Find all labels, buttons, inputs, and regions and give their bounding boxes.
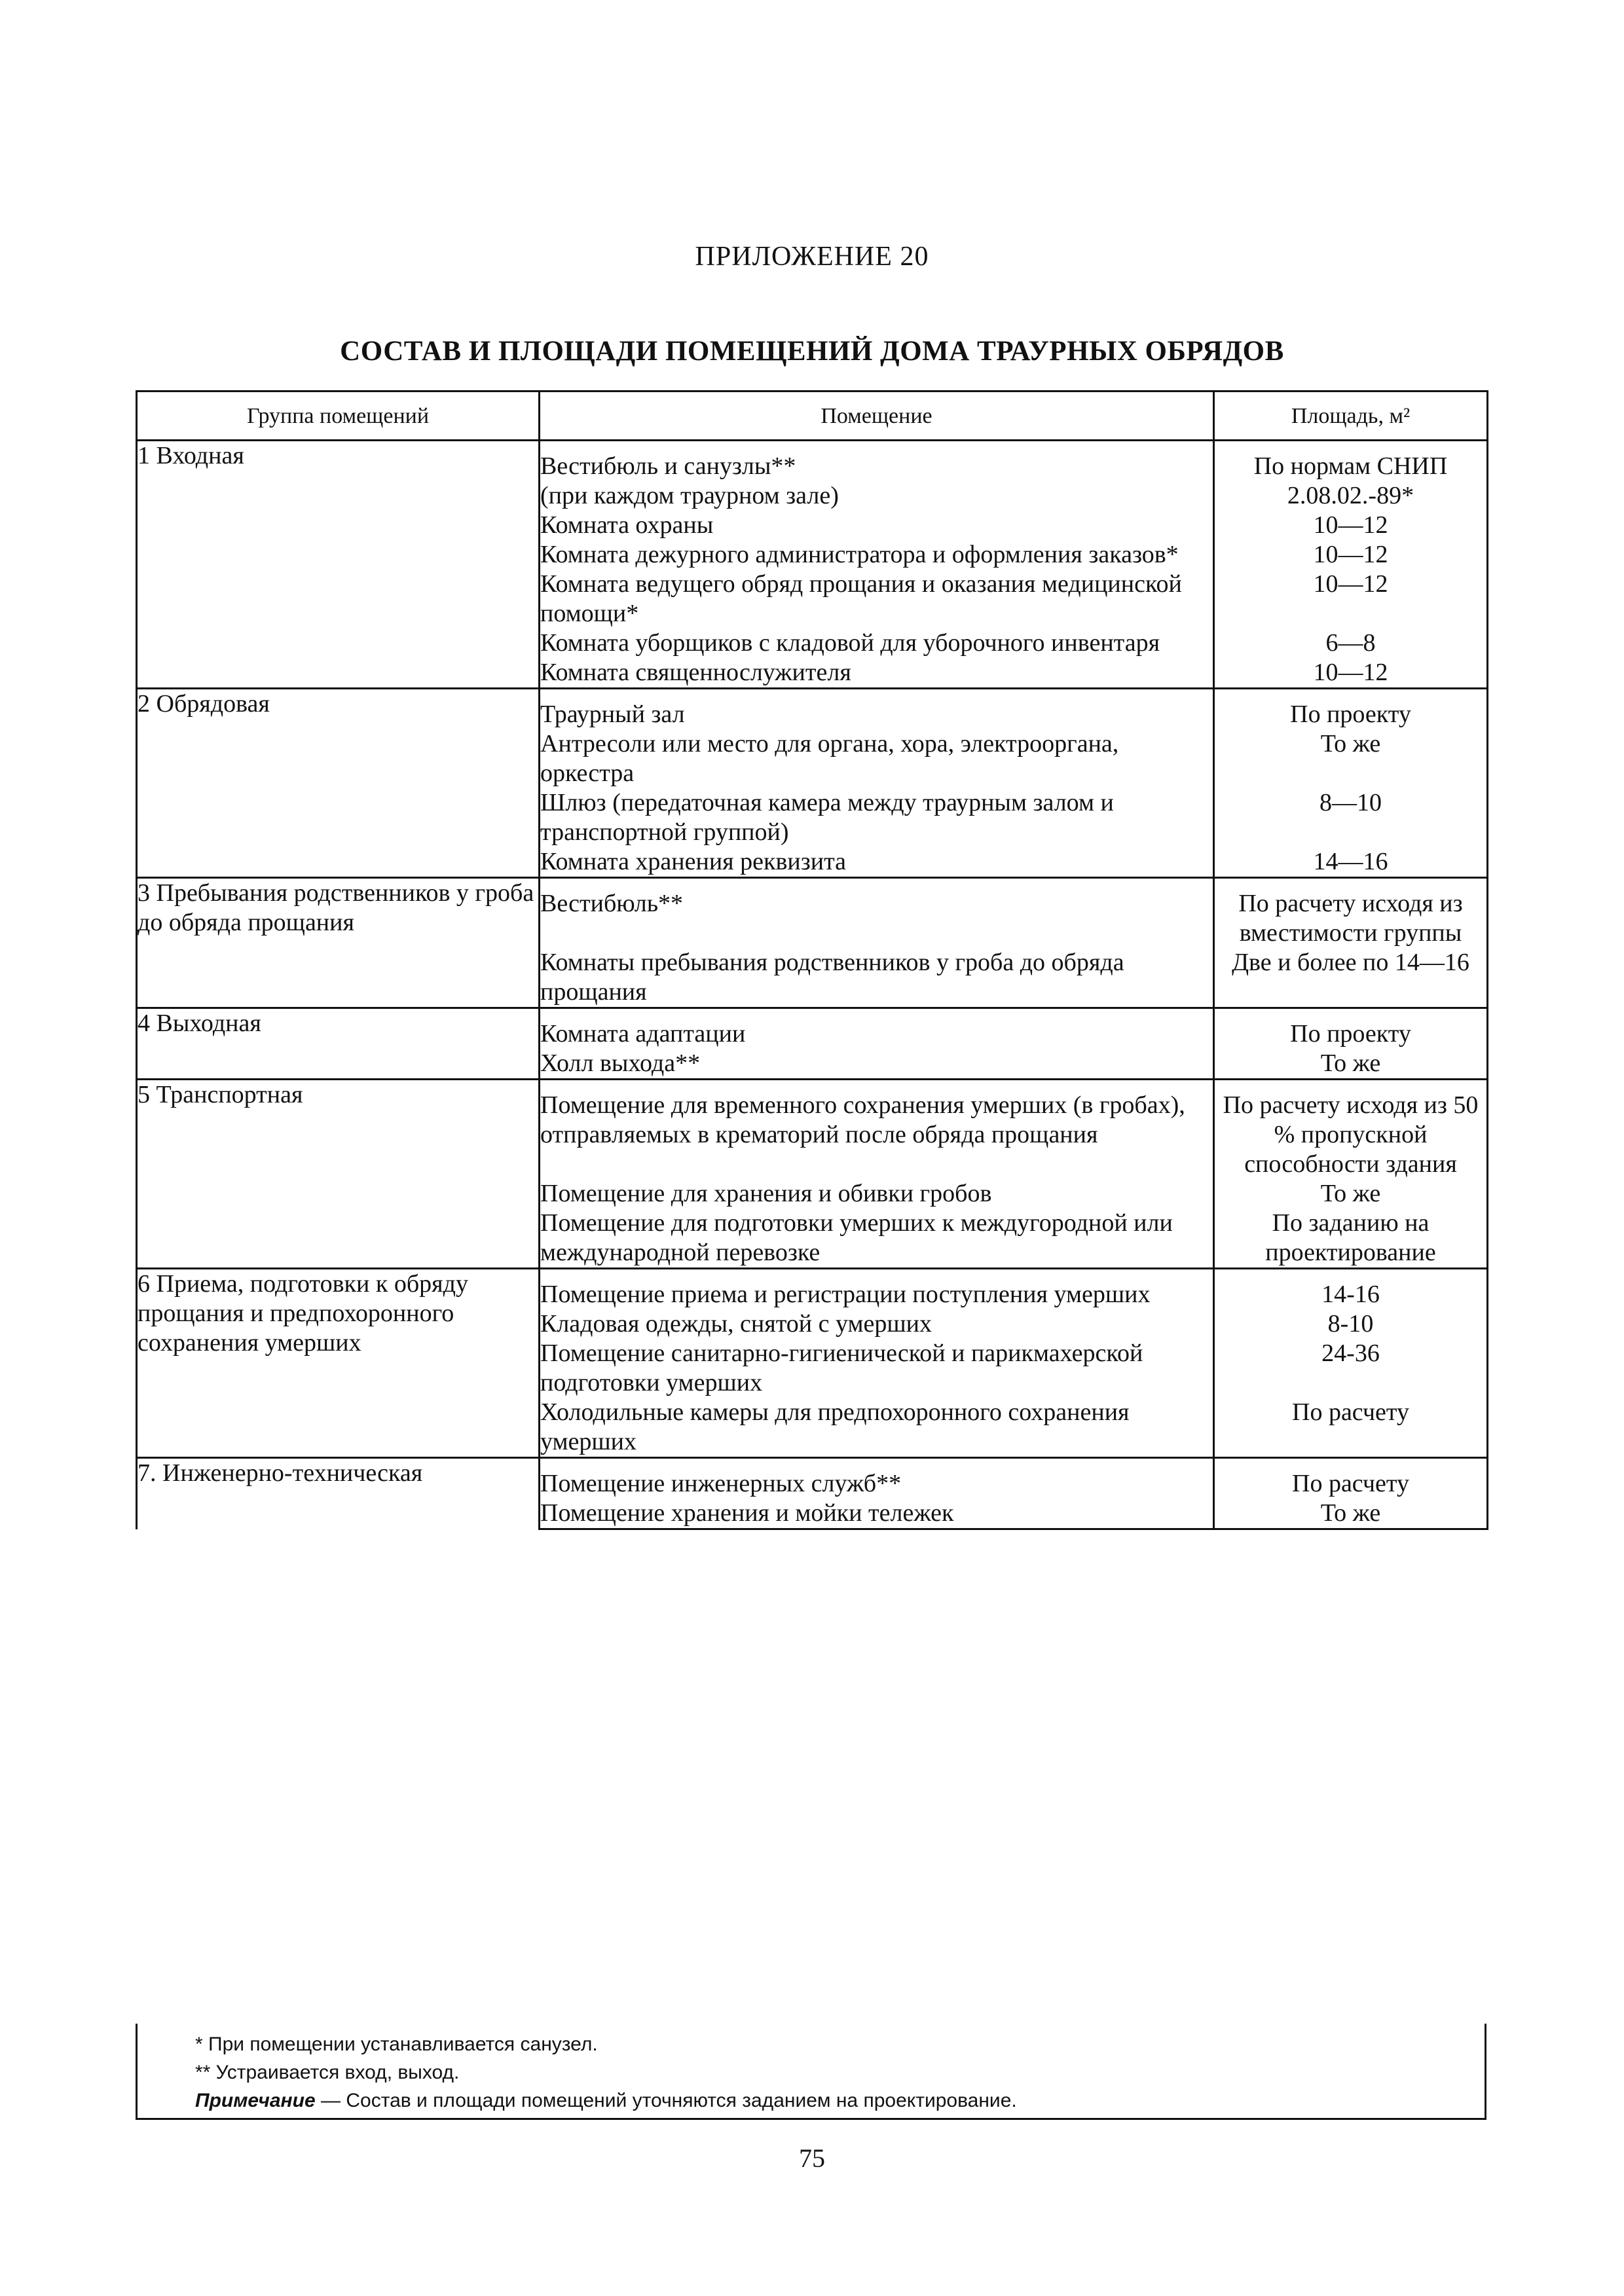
remark-text: — Состав и площади помещений уточняются заданием на проектирование. <box>315 2090 1017 2111</box>
room-name-cell: Комната адаптации <box>540 1008 1214 1049</box>
room-name-cell: Комната охраны <box>540 511 1214 540</box>
remark <box>195 2086 1485 2115</box>
group-name-cell: 6 Приема, подготовки к обряду прощания и предпохоронного сохранения умерших <box>137 1269 540 1458</box>
area-cell: 10—12 <box>1214 540 1488 570</box>
table-header-row <box>137 392 1488 441</box>
area-cell: По расчету исходя из 50 % пропускной способности здания <box>1214 1080 1488 1180</box>
footnote-toilet: * При помещении устанавливается санузел. <box>195 2033 598 2055</box>
area-cell: То же <box>1214 1179 1488 1209</box>
area-cell: 14-16 <box>1214 1269 1488 1310</box>
table-row <box>137 441 1488 511</box>
room-name-cell: Вестибюль** <box>540 878 1214 949</box>
area-cell: По нормам СНИП 2.08.02.-89* <box>1214 441 1488 511</box>
room-name-cell: Комната дежурного администратора и оформления заказов* <box>540 540 1214 570</box>
room-name-cell: Антресоли или место для органа, хора, электрооргана, оркестра <box>540 729 1214 788</box>
header-area: Площадь, м² <box>1214 392 1488 441</box>
room-name-cell: Траурный зал <box>540 689 1214 730</box>
room-name-cell: Холодильные камеры для предпохоронного сохранения умерших <box>540 1398 1214 1458</box>
document-title: СОСТАВ И ПЛОЩАДИ ПОМЕЩЕНИЙ ДОМА ТРАУРНЫХ ОБРЯДОВ <box>340 336 1284 367</box>
table-row <box>137 878 1488 949</box>
area-cell: То же <box>1214 729 1488 788</box>
header-group: Группа помещений <box>137 392 540 441</box>
group-name-cell: 3 Пребывания родственников у гроба до обряда прощания <box>137 878 540 1008</box>
area-cell: То же <box>1214 1499 1488 1529</box>
room-name-cell: Комната уборщиков с кладовой для уборочного инвентаря <box>540 629 1214 658</box>
table-row <box>137 1269 1488 1310</box>
notes-block <box>136 2024 1486 2120</box>
table-row <box>137 1458 1488 1499</box>
room-name-cell: Вестибюль и санузлы** (при каждом траурном зале) <box>540 441 1214 511</box>
area-cell: 8—10 <box>1214 788 1488 847</box>
group-name-cell: 4 Выходная <box>137 1008 540 1080</box>
area-cell: По расчету исходя из вместимости группы <box>1214 878 1488 949</box>
area-cell: 8-10 <box>1214 1309 1488 1339</box>
room-name-cell: Комнаты пребывания родственников у гроба до обряда прощания <box>540 948 1214 1008</box>
appendix-heading: ПРИЛОЖЕНИЕ 20 <box>695 242 929 272</box>
table-row <box>137 689 1488 730</box>
room-name-cell: Комната священнослужителя <box>540 658 1214 689</box>
room-name-cell: Холл выхода** <box>540 1049 1214 1080</box>
group-name-cell: 2 Обрядовая <box>137 689 540 878</box>
area-cell: По расчету <box>1214 1398 1488 1458</box>
table-row <box>137 1080 1488 1180</box>
area-cell: По проекту <box>1214 689 1488 730</box>
room-name-cell: Шлюз (передаточная камера между траурным залом и транспортной группой) <box>540 788 1214 847</box>
room-name-cell: Помещение хранения и мойки тележек <box>540 1499 1214 1529</box>
group-name-cell: 1 Входная <box>137 441 540 689</box>
area-cell: По проекту <box>1214 1008 1488 1049</box>
remark-label: Примечание <box>195 2090 316 2111</box>
room-name-cell: Комната ведущего обряд прощания и оказания медицинской помощи* <box>540 570 1214 629</box>
area-cell: 24-36 <box>1214 1339 1488 1398</box>
table-body <box>137 441 1488 1529</box>
room-name-cell: Кладовая одежды, снятой с умерших <box>540 1309 1214 1339</box>
area-cell: Две и более по 14—16 <box>1214 948 1488 1008</box>
area-cell: То же <box>1214 1049 1488 1080</box>
footnote-entrance: ** Устраивается вход, выход. <box>195 2062 460 2083</box>
room-name-cell: Комната хранения реквизита <box>540 847 1214 878</box>
group-name-cell: 7. Инженерно-техническая <box>137 1458 540 1529</box>
area-cell: 10—12 <box>1214 658 1488 689</box>
room-name-cell: Помещение приема и регистрации поступления умерших <box>540 1269 1214 1310</box>
header-room: Помещение <box>540 392 1214 441</box>
area-cell: 10—12 <box>1214 570 1488 629</box>
rooms-table <box>136 390 1488 1530</box>
table-row <box>137 1008 1488 1049</box>
area-cell: По заданию на проектирование <box>1214 1209 1488 1269</box>
room-name-cell: Помещение для подготовки умерших к междугородной или международной перевозке <box>540 1209 1214 1269</box>
group-name-cell: 5 Транспортная <box>137 1080 540 1269</box>
room-name-cell: Помещение для временного сохранения умерших (в гробах), отправляемых в крематорий после обряда прощания <box>540 1080 1214 1180</box>
area-cell: 14—16 <box>1214 847 1488 878</box>
area-cell: 6—8 <box>1214 629 1488 658</box>
area-cell: По расчету <box>1214 1458 1488 1499</box>
area-cell: 10—12 <box>1214 511 1488 540</box>
page-number: 75 <box>799 2143 825 2173</box>
room-name-cell: Помещение для хранения и обивки гробов <box>540 1179 1214 1209</box>
room-name-cell: Помещение санитарно-гигиенической и парикмахерской подготовки умерших <box>540 1339 1214 1398</box>
room-name-cell: Помещение инженерных служб** <box>540 1458 1214 1499</box>
